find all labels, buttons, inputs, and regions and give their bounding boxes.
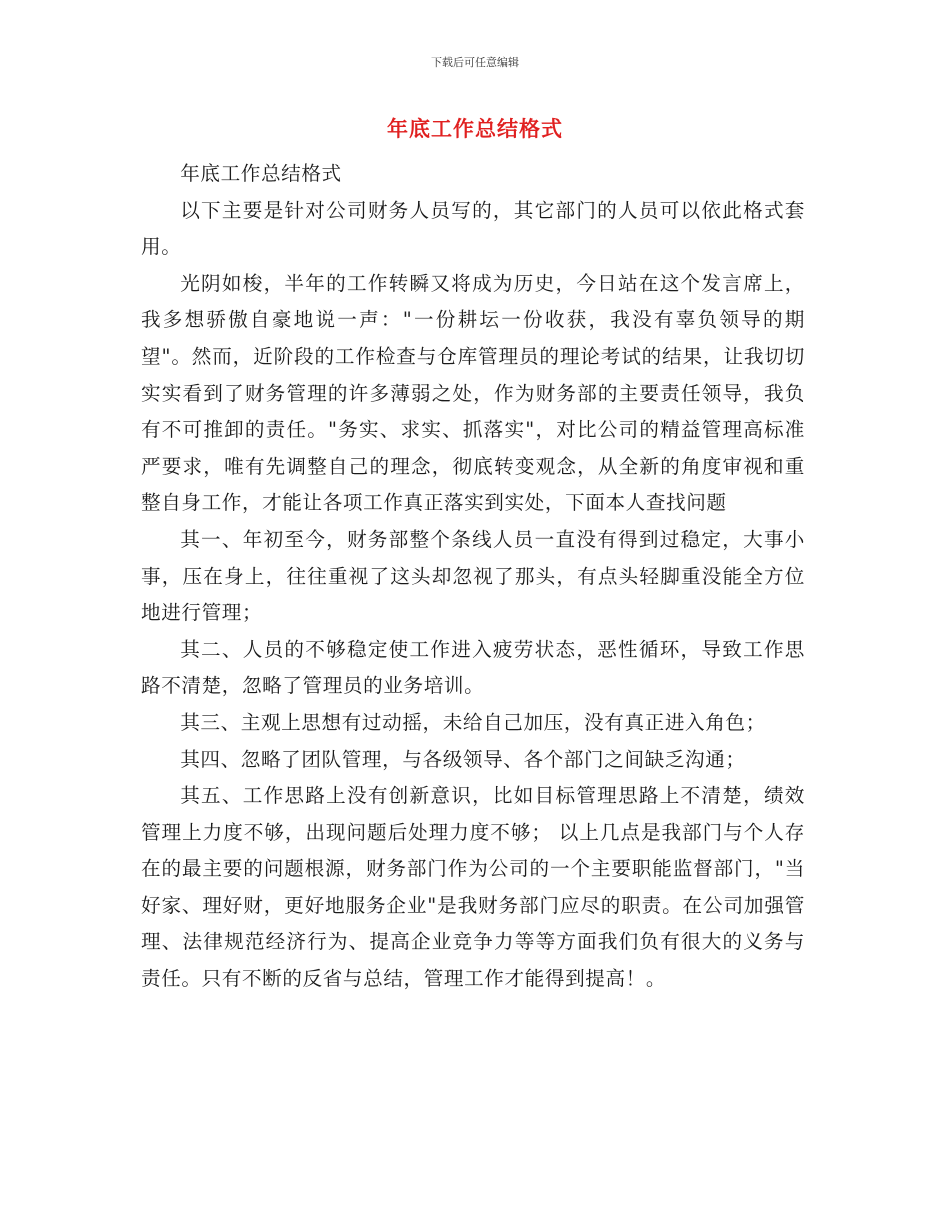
- paragraph-point-5: 其五、工作思路上没有创新意识，比如目标管理思路上不清楚，绩效管理上力度不够，出现问题后处理力度不够； 以上几点是我部门与个人存在的最主要的问题根源，财务部门作为公司的一个主要职能监督部门，"当好家、理好财，更好地服务企业"是我财务部门应尽的职责。在公司加强管理、法律规范经济行为、提高企业竞争力等等方面我们负有很大的义务与责任。只有不断的反省与总结，管理工作才能得到提高！。: [141, 784, 805, 991]
- paragraph-intro: 以下主要是针对公司财务人员写的，其它部门的人员可以依此格式套用。: [141, 198, 805, 259]
- paragraph-point-3: 其三、主观上思想有过动摇，未给自己加压，没有真正进入角色；: [180, 710, 766, 734]
- paragraph-point-2: 其二、人员的不够稳定使工作进入疲劳状态，恶性循环，导致工作思路不清楚，忽略了管理员的业务培训。: [141, 637, 805, 698]
- document-body: [141, 156, 805, 998]
- document-title: 年底工作总结格式: [387, 117, 563, 141]
- header-note: 下载后可任意编辑: [431, 56, 519, 69]
- paragraph-main: 光阴如梭，半年的工作转瞬又将成为历史，今日站在这个发言席上，我多想骄傲自豪地说一声："一份耕坛一份收获，我没有辜负领导的期望"。然而，近阶段的工作检查与仓库管理员的理论考试的结果，让我切切实实看到了财务管理的许多薄弱之处，作为财务部的主要责任领导，我负有不可推卸的责任。"务实、求实、抓落实"，对比公司的精益管理高标准严要求，唯有先调整自己的理念，彻底转变观念，从全新的角度审视和重整自身工作，才能让各项工作真正落实到实处，下面本人查找问题: [141, 271, 805, 515]
- paragraph-subtitle: 年底工作总结格式: [180, 162, 342, 185]
- paragraph-point-4: 其四、忽略了团队管理，与各级领导、各个部门之间缺乏沟通；: [180, 747, 746, 771]
- paragraph-point-1: 其一、年初至今，财务部整个条线人员一直没有得到过稳定，大事小事，压在身上，往往重视了这头却忽视了那头，有点头轻脚重没能全方位地进行管理；: [141, 527, 805, 625]
